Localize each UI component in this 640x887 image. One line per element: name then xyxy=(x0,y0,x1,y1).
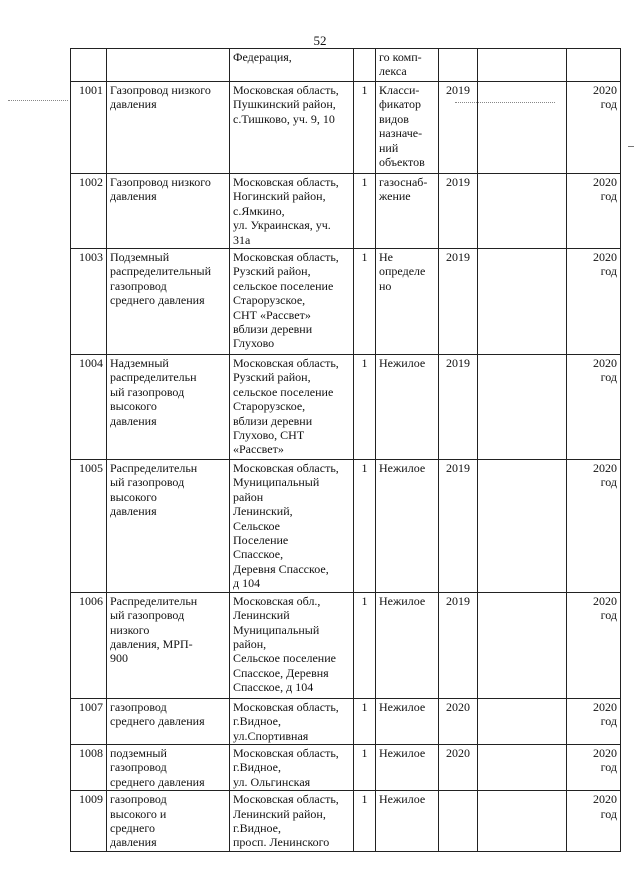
cell-object-name: газопровод высокого и среднего давления xyxy=(107,791,230,852)
scan-artifact-left xyxy=(8,100,68,102)
cell-plan-year: 2019 xyxy=(439,355,478,460)
cell-object-name: Надземный распределительн ый газопровод высокого давления xyxy=(107,355,230,460)
cell-empty xyxy=(478,698,567,744)
cell-number: 1004 xyxy=(71,355,107,460)
cell-term: 2020 год xyxy=(567,698,621,744)
cell-purpose: го комп- лекса xyxy=(376,49,439,82)
cell-empty xyxy=(478,744,567,790)
cell-address: Московская область, г.Видное, ул.Спортивная xyxy=(230,698,354,744)
cell-address: Московская область, Рузский район, сельское поселение Старорузское, вблизи деревни Глухово, СНТ «Рассвет» xyxy=(230,355,354,460)
cell-term: 2020 год xyxy=(567,460,621,593)
table-row xyxy=(71,791,621,852)
cell-object-name: Газопровод низкого давления xyxy=(107,82,230,174)
cell-term xyxy=(567,49,621,82)
cell-address: Московская область, Пушкинский район, с.Тишково, уч. 9, 10 xyxy=(230,82,354,174)
cell-quantity: 1 xyxy=(354,744,376,790)
cell-empty xyxy=(478,592,567,698)
cell-plan-year: 2019 xyxy=(439,82,478,174)
table-row xyxy=(71,82,621,174)
table-row xyxy=(71,249,621,355)
cell-purpose: Класси- фикатор видов назначе- ний объектов xyxy=(376,82,439,174)
cell-plan-year: 2020 xyxy=(439,744,478,790)
cell-plan-year: 2019 xyxy=(439,174,478,249)
cell-purpose: Не определе но xyxy=(376,249,439,355)
cell-purpose: Нежилое xyxy=(376,744,439,790)
cell-number: 1008 xyxy=(71,744,107,790)
cell-quantity: 1 xyxy=(354,355,376,460)
cell-address: Московская область, Муниципальный район Ленинский, Сельское Поселение Спасское, Деревня Спасское, д 104 xyxy=(230,460,354,593)
cell-purpose: Нежилое xyxy=(376,592,439,698)
cell-number: 1002 xyxy=(71,174,107,249)
table-row xyxy=(71,49,621,82)
scan-artifact-right xyxy=(628,146,634,147)
cell-plan-year: 2019 xyxy=(439,460,478,593)
cell-address: Московская обл., Ленинский Муниципальный район, Сельское поселение Спасское, Деревня Спасское, д 104 xyxy=(230,592,354,698)
table-row xyxy=(71,355,621,460)
cell-address: Московская область, Рузский район, сельское поселение Старорузское, СНТ «Рассвет» вблизи деревни Глухово xyxy=(230,249,354,355)
cell-object-name: Распределительн ый газопровод низкого давления, МРП- 900 xyxy=(107,592,230,698)
cell-term: 2020 год xyxy=(567,82,621,174)
table-row xyxy=(71,744,621,790)
cell-plan-year: 2019 xyxy=(439,592,478,698)
cell-object-name: подземный газопровод среднего давления xyxy=(107,744,230,790)
cell-empty xyxy=(478,49,567,82)
cell-quantity: 1 xyxy=(354,592,376,698)
cell-quantity xyxy=(354,49,376,82)
cell-number xyxy=(71,49,107,82)
cell-empty xyxy=(478,355,567,460)
cell-purpose: Нежилое xyxy=(376,698,439,744)
cell-purpose: Нежилое xyxy=(376,355,439,460)
cell-number: 1007 xyxy=(71,698,107,744)
cell-term: 2020 год xyxy=(567,355,621,460)
page-number: 52 xyxy=(313,33,327,48)
cell-empty xyxy=(478,460,567,593)
cell-plan-year xyxy=(439,791,478,852)
cell-number: 1009 xyxy=(71,791,107,852)
cell-object-name: Подземный распределительный газопровод среднего давления xyxy=(107,249,230,355)
cell-number: 1001 xyxy=(71,82,107,174)
cell-term: 2020 год xyxy=(567,592,621,698)
cell-number: 1006 xyxy=(71,592,107,698)
cell-empty xyxy=(478,82,567,174)
registry-rows xyxy=(71,49,621,852)
cell-address: Московская область, Ленинский район, г.Видное, просп. Ленинского xyxy=(230,791,354,852)
cell-empty xyxy=(478,791,567,852)
cell-quantity: 1 xyxy=(354,174,376,249)
cell-plan-year: 2020 xyxy=(439,698,478,744)
cell-quantity: 1 xyxy=(354,82,376,174)
cell-address: Московская область, Ногинский район, с.Ямкино, ул. Украинская, уч. 31а xyxy=(230,174,354,249)
registry-table xyxy=(70,48,621,852)
cell-object-name: Газопровод низкого давления xyxy=(107,174,230,249)
cell-address: Московская область, г.Видное, ул. Ольгинская xyxy=(230,744,354,790)
cell-quantity: 1 xyxy=(354,698,376,744)
cell-object-name xyxy=(107,49,230,82)
cell-term: 2020 год xyxy=(567,174,621,249)
cell-purpose: Нежилое xyxy=(376,791,439,852)
cell-term: 2020 год xyxy=(567,791,621,852)
cell-plan-year xyxy=(439,49,478,82)
table-row xyxy=(71,174,621,249)
cell-empty xyxy=(478,249,567,355)
cell-empty xyxy=(478,174,567,249)
cell-term: 2020 год xyxy=(567,249,621,355)
cell-object-name: Распределительн ый газопровод высокого давления xyxy=(107,460,230,593)
table-row xyxy=(71,698,621,744)
cell-address: Федерация, xyxy=(230,49,354,82)
cell-term: 2020 год xyxy=(567,744,621,790)
table-row xyxy=(71,460,621,593)
cell-quantity: 1 xyxy=(354,460,376,593)
cell-purpose: газоснаб- жение xyxy=(376,174,439,249)
cell-plan-year: 2019 xyxy=(439,249,478,355)
cell-object-name: газопровод среднего давления xyxy=(107,698,230,744)
cell-purpose: Нежилое xyxy=(376,460,439,593)
cell-number: 1003 xyxy=(71,249,107,355)
table-row xyxy=(71,592,621,698)
cell-number: 1005 xyxy=(71,460,107,593)
cell-quantity: 1 xyxy=(354,249,376,355)
cell-quantity: 1 xyxy=(354,791,376,852)
